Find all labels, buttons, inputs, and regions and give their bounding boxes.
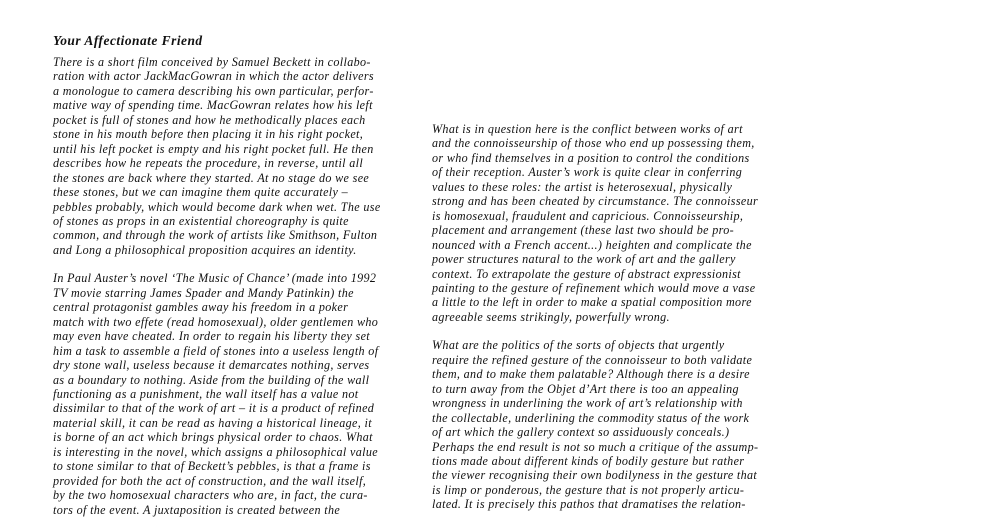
text-line: tions made about different kinds of bodily gesture but rather — [432, 453, 745, 468]
paragraph-gap — [53, 257, 423, 271]
text-line: mative way of spending time. MacGowran relates how his left — [53, 98, 373, 113]
text-line: of art which the gallery context so assiduously conceals.) — [432, 425, 730, 440]
text-line: require the refined gesture of the connoisseur to both validate — [432, 352, 753, 367]
text-line: dissimilar to that of the work of art – it is a product of refined — [53, 401, 375, 416]
text-line: may even have cheated. In order to regain his liberty they set — [53, 329, 371, 344]
text-line: In Paul Auster’s novel ‘The Music of Chance’ (made into 1992 — [53, 271, 377, 286]
text-line: Perhaps the end result is not so much a critique of the assump- — [432, 439, 759, 454]
text-line: placement and arrangement (these last two should be pro- — [432, 223, 734, 238]
text-line: is homosexual, fraudulent and capricious. Connoisseurship, — [432, 208, 744, 223]
text-line: painting to the gesture of refinement which would move a vase — [432, 280, 756, 295]
text-line: central protagonist gambles away his freedom in a poker — [53, 300, 349, 315]
text-line: tors of the event. A juxtaposition is created between the — [53, 502, 341, 517]
text-line: strong and has been cheated by circumstance. The connoisseur — [432, 194, 759, 209]
text-line: What are the politics of the sorts of objects that urgently — [432, 338, 725, 353]
text-line: values to these roles: the artist is heterosexual, physically — [432, 179, 733, 194]
right-column — [432, 122, 804, 512]
text-line: provided for both the act of construction, and the wall itself, — [53, 473, 367, 488]
text-line: describes how he repeats the procedure, in reverse, until all — [53, 156, 364, 171]
text-line: There is a short film conceived by Samuel Beckett in collabo- — [53, 55, 371, 69]
text-line: power structures natural to the work of art and the gallery — [432, 252, 736, 267]
text-line: is interesting in the novel, which assigns a philosophical value — [53, 444, 378, 459]
text-line: dry stone wall, useless because it demarcates nothing, serves — [53, 358, 370, 373]
text-line: to stone similar to that of Beckett’s pebbles, is that a frame is — [53, 459, 371, 474]
paragraph-beckett — [53, 55, 423, 257]
article-title: Your Affectionate Friend — [53, 33, 203, 48]
text-line: TV movie starring James Spader and Mandy Patinkin) the — [53, 285, 354, 300]
text-line: or who find themselves in a position to control the conditions — [432, 150, 750, 165]
text-line: agreeable seems strikingly, powerfully wrong. — [432, 309, 670, 324]
paragraph-auster — [53, 271, 423, 517]
text-line: stone in his mouth before then placing it in his right pocket, — [53, 127, 364, 142]
text-line: material skill, it can be read as having a historical lineage, it — [53, 415, 372, 430]
text-line: until his left pocket is empty and his right pocket full. He then — [53, 141, 374, 156]
text-line: and the connoisseurship of those who end up possessing them, — [432, 136, 755, 151]
text-line: wrongness in underlining the work of art’s relationship with — [432, 396, 743, 411]
text-line: is limp or ponderous, the gesture that is not properly articu- — [432, 482, 745, 497]
text-line: What is in question here is the conflict between works of art — [432, 122, 743, 136]
text-line: pebbles probably, which would become dark when wet. The use — [53, 199, 381, 214]
text-line: of their reception. Auster’s work is quite clear in conferring — [432, 165, 743, 180]
text-line: a monologue to camera describing his own particular, perfor- — [53, 83, 374, 98]
text-line: by the two homosexual characters who are, in fact, the cura- — [53, 488, 368, 503]
text-line: a little to the left in order to make a spatial composition more — [432, 295, 752, 310]
text-line: nounced with a French accent...) heighten and complicate the — [432, 237, 752, 252]
left-column — [53, 33, 423, 517]
text-line: pocket is full of stones and how he methodically places each — [53, 112, 366, 127]
text-line: the collectable, underlining the commodity status of the work — [432, 410, 750, 425]
text-line: and Long a philosophical proposition acquires an identity. — [53, 242, 357, 257]
text-line: to turn away from the Objet d’Art there is too an appealing — [432, 381, 739, 396]
paragraph-gap — [432, 324, 804, 338]
text-line: functioning as a punishment, the wall itself has a value not — [53, 386, 359, 401]
paragraph-politics — [432, 338, 804, 511]
text-line: is borne of an act which brings physical order to chaos. What — [53, 430, 373, 445]
text-line: the viewer recognising their own bodilyness in the gesture that — [432, 468, 758, 483]
text-line: of stones as props in an existential choreography is quite — [53, 213, 349, 228]
text-line: them, and to make them palatable? Although there is a desire — [432, 367, 750, 382]
text-line: as a boundary to nothing. Aside from the building of the wall — [53, 372, 370, 387]
text-line: the stones are back where they started. At no stage do we see — [53, 170, 370, 185]
text-line: these stones, but we can imagine them quite accurately – — [53, 185, 349, 200]
text-line: common, and through the work of artists like Smithson, Fulton — [53, 228, 378, 243]
text-line: ration with actor JackMacGowran in which the actor delivers — [53, 69, 374, 84]
text-line: lated. It is precisely this pathos that dramatises the relation- — [432, 497, 746, 512]
text-line: context. To extrapolate the gesture of abstract expressionist — [432, 266, 741, 281]
text-line: match with two effete (read homosexual), older gentlemen who — [53, 314, 379, 329]
text-line: him a task to assemble a field of stones into a useless length of — [53, 343, 379, 358]
paragraph-connoisseurship — [432, 122, 804, 324]
